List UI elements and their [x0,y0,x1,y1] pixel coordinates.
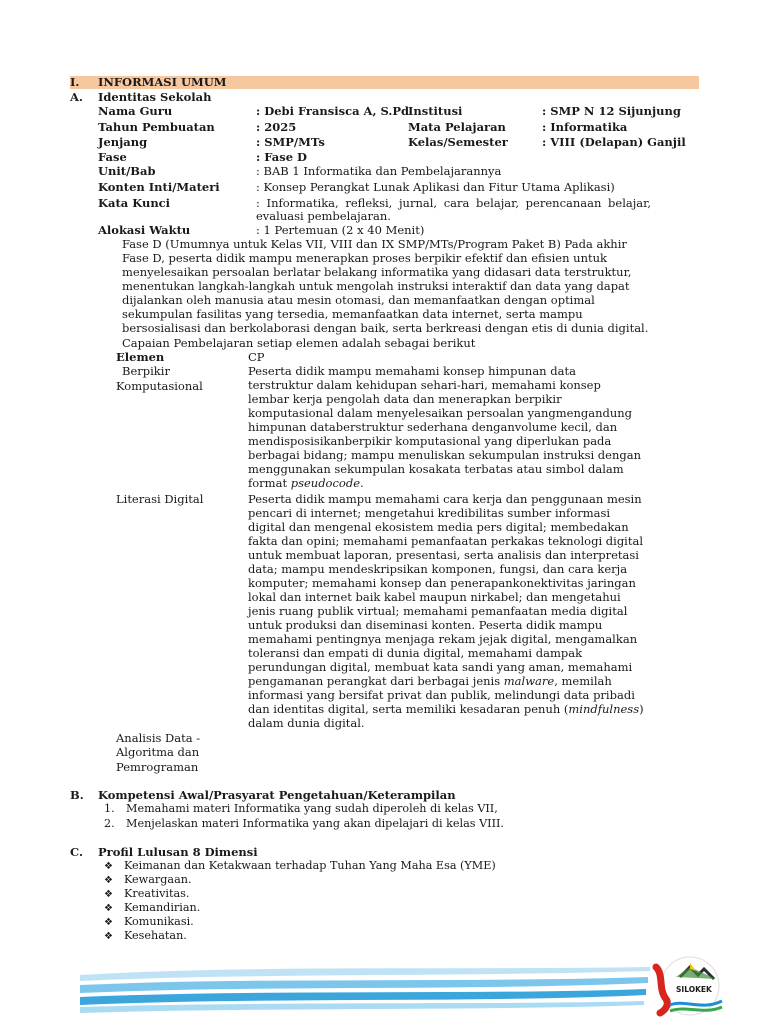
cp-line: Peserta didik mampu memahami konsep himpunan data [248,364,576,378]
kata-kunci-label: Kata Kunci [98,196,171,210]
wave-stripe [80,967,650,981]
cp-line: Peserta didik mampu memahami cara kerja dan penggunaan mesin [248,492,642,506]
list-item [104,915,194,930]
elemen-name: Berpikir [122,364,170,378]
list-item [104,887,189,902]
section-i-number: I. [70,75,80,89]
diamond-bullet-icon: ❖ [104,875,113,886]
list-text: Kreativitas. [124,887,190,900]
list-text: Kemandirian. [124,901,201,914]
list-item [104,873,192,888]
cp-column-header: CP [248,350,265,364]
list-item [104,901,200,916]
paragraph-line: Fase D, peserta didik mampu menerapkan proses berpikir efektif dan efisien untuk [122,251,607,265]
school-logo [650,955,730,1017]
cp-text: , memilah [554,674,612,688]
paragraph-line: menyelesaikan persoalan berlatar belakang informatika yang didasari data terstruktur, [122,265,632,279]
logo-text: SILOKEK [676,985,712,994]
section-b-title: Kompetensi Awal/Prasyarat Pengetahuan/Keterampilan [98,788,456,802]
cp-line: toleransi dan empati di dunia digital, memahami dampak [248,646,583,660]
cp-line: untuk produksi dan diseminasi konten. Peserta didik mampu [248,618,603,632]
list-text: Komunikasi. [124,915,194,928]
unit-label: Unit/Bab [98,164,156,178]
cp-line: fakta dan opini; memahami pemanfaatan perkakas teknologi digital [248,534,644,548]
wave-stripe [80,1001,644,1013]
kelas-value: : VIII (Delapan) Ganjil [542,135,686,149]
wave-stripe [80,977,648,993]
konten-label: Konten Inti/Materi [98,180,220,194]
institusi-value: : SMP N 12 Sijunjung [542,104,681,118]
cp-italic-term: pseudocode [290,476,361,490]
cp-line: berbagai bidang; mampu menuliskan sekumpulan instruksi dengan [248,448,642,462]
paragraph-line: Capaian Pembelajaran setiap elemen adalah sebagai berikut [122,336,476,350]
cp-line: informasi yang bersifat privat dan publik, melindungi data pribadi [248,688,635,702]
cp-line: digital dan mengenal ekosistem media pers digital; membedakan [248,520,629,534]
list-text: Menjelaskan materi Informatika yang akan dipelajari di kelas VIII. [126,817,504,830]
cp-line: komputer; memahami konsep dan penerapankonektivitas jaringan [248,576,636,590]
cp-line: komputasional dalam menyelesaikan persoalan yangmengandung [248,406,633,420]
cp-line: mendisposisikanberpikir komputasional yang diperlukan pada [248,434,612,448]
elemen-name: Literasi Digital [116,492,204,506]
paragraph-line: dijalankan oleh manusia atau mesin otomasi, dan memanfaatkan dengan optimal [122,293,595,307]
paragraph-line: Fase D (Umumnya untuk Kelas VII, VIII dan IX SMP/MTs/Program Paket B) Pada akhir [122,237,627,251]
konten-value: : Konsep Perangkat Lunak Aplikasi dan Fitur Utama Aplikasi) [256,180,615,194]
nama-guru-label: Nama Guru [98,104,173,118]
cp-italic-term: mindfulness [568,702,640,716]
alokasi-label: Alokasi Waktu [98,223,191,237]
mapel-value: : Informatika [542,120,628,134]
list-number: 2. [104,817,115,830]
diamond-bullet-icon: ❖ [104,889,113,900]
fase-value: : Fase D [256,150,308,164]
cp-line: lokal dan internet baik kabel maupun nirkabel; dan mengetahui [248,590,621,604]
unit-value: : BAB 1 Informatika dan Pembelajarannya [256,164,502,178]
list-text: Kesehatan. [124,929,187,942]
cp-line: terstruktur dalam kehidupan sehari-hari, memahami konsep [248,378,601,392]
section-b-letter: B. [70,788,84,802]
cp-line [248,674,612,688]
list-number: 1. [104,802,115,815]
paragraph-line: menentukan langkah-langkah untuk mengolah instruksi interaktif dan data yang dapat [122,279,630,293]
cp-text: ) [639,702,644,716]
cp-text: format [248,476,291,490]
cp-line [248,702,644,716]
kata-kunci-value-line2: evaluasi pembelajaran. [256,209,391,223]
cp-line: dalam dunia digital. [248,716,365,730]
list-text: Keimanan dan Ketakwaan terhadap Tuhan Yang Maha Esa (YME) [124,859,496,872]
list-item [104,929,187,944]
cp-line: menggunakan sekumpulan kosakata terbatas atau simbol dalam [248,462,624,476]
section-c-title: Profil Lulusan 8 Dimensi [98,845,258,859]
paragraph-line: sekumpulan fasilitas yang tersedia, memanfaatkan data internet, serta mampu [122,307,583,321]
cp-line: data; mampu mendeskripsikan komponen, fungsi, dan cara kerja [248,562,628,576]
list-item [104,859,496,874]
cp-line: memahami pentingnya menjaga rekam jejak digital, mengamalkan [248,632,638,646]
cp-line: himpunan databerstruktur sederhana denganvolume kecil, dan [248,420,618,434]
cp-line [248,476,364,490]
mapel-label: Mata Pelajaran [408,120,506,134]
diamond-bullet-icon: ❖ [104,931,113,942]
cp-text: . [360,476,364,490]
section-c-letter: C. [70,845,83,859]
institusi-label: Institusi [408,104,463,118]
elemen-name: Pemrograman [116,760,199,774]
cp-line: untuk membuat laporan, presentasi, serta analisis dan interpretasi [248,548,639,562]
fase-label: Fase [98,150,127,164]
jenjang-label: Jenjang [98,135,148,149]
list-text: Kewargaan. [124,873,192,886]
cp-line: perundungan digital, membuat kata sandi yang aman, memahami [248,660,633,674]
jenjang-value: : SMP/MTs [256,135,325,149]
elemen-column-header: Elemen [116,350,165,364]
cp-line: lembar kerja pengolah data dan menerapkan berpikir [248,392,562,406]
alokasi-value: : 1 Pertemuan (2 x 40 Menit) [256,223,425,237]
cp-text: pengamanan perangkat dari berbagai jenis [248,674,504,688]
list-text: Memahami materi Informatika yang sudah diperoleh di kelas VII, [126,802,498,815]
tahun-value: : 2025 [256,120,297,134]
section-a-title: Identitas Sekolah [98,90,212,104]
diamond-bullet-icon: ❖ [104,917,113,928]
kelas-label: Kelas/Semester [408,135,508,149]
list-item [104,817,504,831]
paragraph-line: bersosialisasi dan berkolaborasi dengan baik, serta berkreasi dengan etis di dunia digital. [122,321,649,335]
elemen-name: Komputasional [116,379,203,393]
tahun-label: Tahun Pembuatan [98,120,215,134]
cp-line: pencari di internet; mengetahui kredibilitas sumber informasi [248,506,611,520]
elemen-name: Analisis Data - [116,731,201,745]
diamond-bullet-icon: ❖ [104,903,113,914]
list-item [104,802,498,816]
section-i-title: INFORMASI UMUM [98,75,227,89]
nama-guru-value: : Debi Fransisca A, S.Pd [256,104,410,118]
kata-kunci-value-line1: : Informatika, refleksi, jurnal, cara belajar, perencanaan belajar, [256,196,652,210]
diamond-bullet-icon: ❖ [104,861,113,872]
cp-line: jenis ruang publik virtual; memahami pemanfaatan media digital [248,604,628,618]
cp-text: dan identitas digital, serta memiliki kesadaran penuh ( [248,702,569,716]
cp-italic-term: malware [503,674,555,688]
section-a-letter: A. [70,90,83,104]
elemen-name: Algoritma dan [116,745,200,759]
